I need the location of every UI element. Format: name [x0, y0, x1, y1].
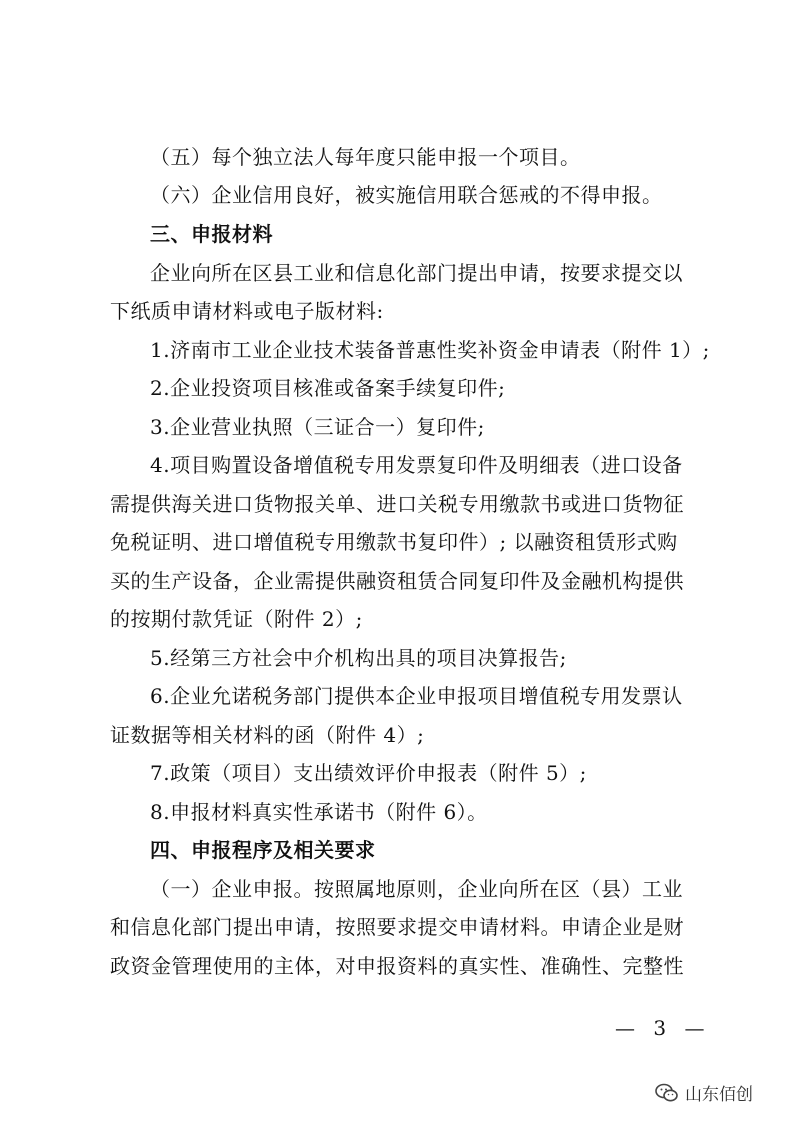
list-item-4: 4.项目购置设备增值税专用发票复印件及明细表（进口设备	[150, 453, 683, 477]
list-item-4-cont-1: 需提供海关进口货物报关单、进口关税专用缴款书或进口货物征	[110, 492, 684, 516]
paragraph-line-5: 下纸质申请材料或电子版材料:	[110, 299, 384, 323]
paragraph-line-20: （一）企业申报。按照属地原则，企业向所在区（县）工业	[150, 877, 683, 901]
list-item-1: 1.济南市工业企业技术装备普惠性奖补资金申请表（附件 1）;	[150, 338, 710, 362]
list-item-4-cont-2: 免税证明、进口增值税专用缴款书复印件）; 以融资租赁形式购	[110, 530, 678, 554]
section-heading-3: 三、申报材料	[150, 222, 273, 246]
list-item-6: 6.企业允诺税务部门提供本企业申报项目增值税专用发票认	[150, 684, 683, 708]
list-item-4-cont-4: 的按期付款凭证（附件 2）;	[110, 607, 363, 631]
wechat-icon	[655, 1081, 679, 1105]
paragraph-line-21: 和信息化部门提出申请，按照要求提交申请材料。申请企业是财	[110, 915, 684, 939]
list-item-6-cont: 证数据等相关材料的函（附件 4）;	[110, 723, 425, 747]
list-item-4-cont-3: 买的生产设备，企业需提供融资租赁合同复印件及金融机构提供	[110, 569, 684, 593]
list-item-7: 7.政策（项目）支出绩效评价申报表（附件 5）;	[150, 761, 587, 785]
section-heading-4: 四、申报程序及相关要求	[150, 838, 376, 862]
list-item-5: 5.经第三方社会中介机构出具的项目决算报告;	[150, 646, 567, 670]
paragraph-line-4: 企业向所在区县工业和信息化部门提出申请，按要求提交以	[150, 261, 683, 285]
page-number: — 3 —	[615, 1016, 711, 1040]
paragraph-line-22: 政资金管理使用的主体，对申报资料的真实性、准确性、完整性	[110, 954, 684, 978]
list-item-3: 3.企业营业执照（三证合一）复印件;	[150, 415, 485, 439]
watermark	[655, 1080, 753, 1105]
list-item-8: 8.申报材料真实性承诺书（附件 6）。	[150, 800, 488, 824]
list-item-2: 2.企业投资项目核准或备案手续复印件;	[150, 376, 506, 400]
watermark-text: 山东佰创	[685, 1085, 753, 1105]
paragraph-line-1: （五）每个独立法人每年度只能申报一个项目。	[150, 145, 581, 169]
paragraph-line-2: （六）企业信用良好，被实施信用联合惩戒的不得申报。	[150, 183, 663, 207]
